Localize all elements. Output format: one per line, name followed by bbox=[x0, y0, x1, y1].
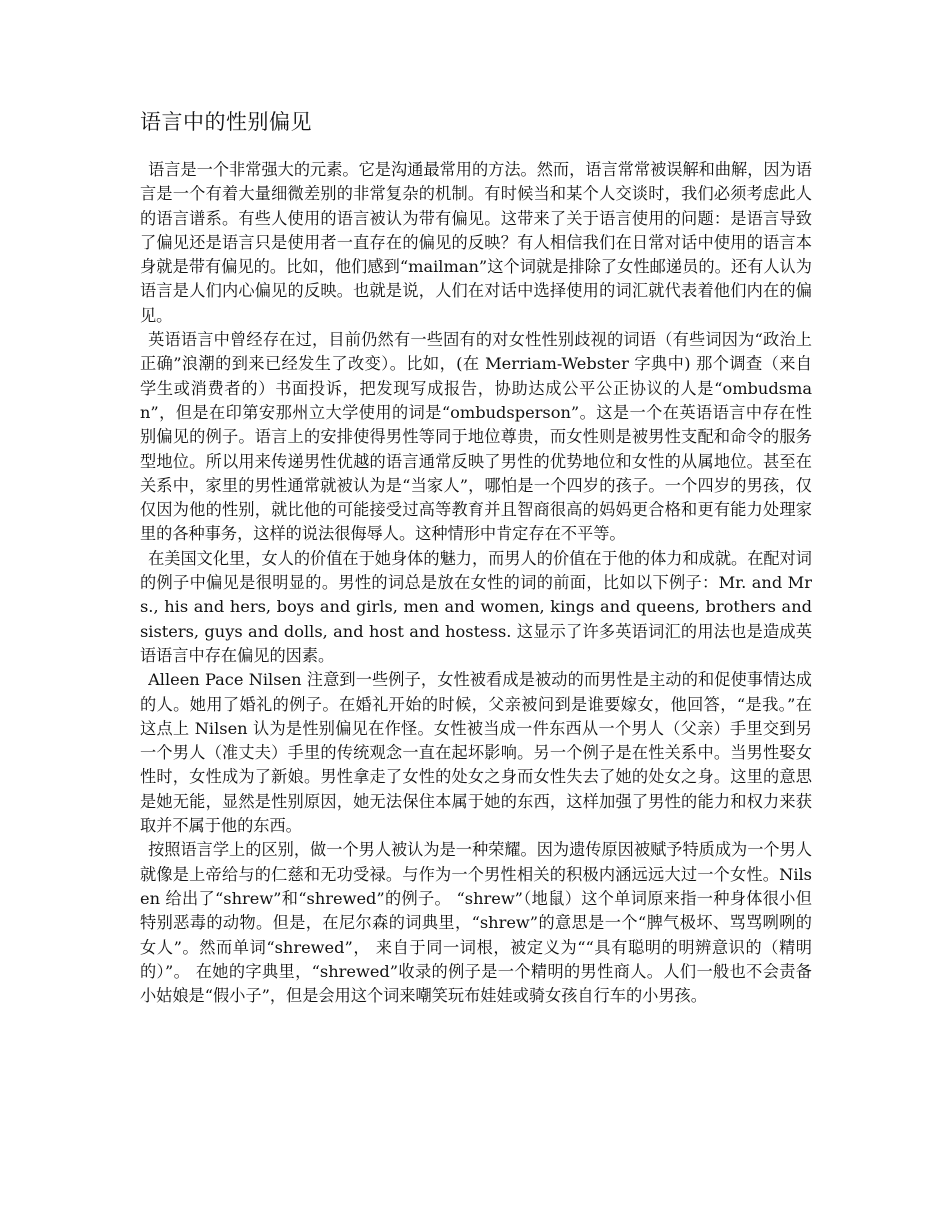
paragraph-1: 语言是一个非常强大的元素。它是沟通最常用的方法。然而，语言常常被误解和曲解，因为语言是一个有着大量细微差别的非常复杂的机制。有时候当和某个人交谈时，我们必须考虑此人的语言谱系。有些人使用的语言被认为带有偏见。这带来了关于语言使用的问题：是语言导致了偏见还是语言只是使用者一直存在的偏见的反映？有人相信我们在日常对话中使用的语言本身就是带有偏见的。比如，他们感到“mailman”这个词就是排除了女性邮递员的。还有人认为语言是人们内心偏见的反映。也就是说，人们在对话中选择使用的词汇就代表着他们内在的偏见。 bbox=[140, 160, 812, 325]
document-page bbox=[140, 108, 812, 1008]
paragraph-4: Alleen Pace Nilsen 注意到一些例子，女性被看成是被动的而男性是主动的和促使事情达成的人。她用了婚礼的例子。在婚礼开始的时候，父亲被问到是谁要嫁女，他回答，“是我。”在这点上 Nilsen 认为是性别偏见在作怪。女性被当成一件东西从一个男人（父亲）手里交到另一个男人（准丈夫）手里的传统观念一直在起坏影响。另一个例子是在性关系中。当男性娶女性时，女性成为了新娘。男性拿走了女性的处女之身而女性失去了她的处女之身。这里的意思是她无能，显然是性别原因，她无法保住本属于她的东西，这样加强了男性的能力和权力来获取并不属于他的东西。 bbox=[140, 670, 812, 836]
paragraph-3: 在美国文化里，女人的价值在于她身体的魅力，而男人的价值在于他的体力和成就。在配对词的例子中偏见是很明显的。男性的词总是放在女性的词的前面，比如以下例子：Mr. and Mrs., his and hers, boys and girls, men and women, kings and queens, brothers and sisters, guys and dolls, and host and hostess. 这显示了许多英语词汇的用法也是造成英语语言中存在偏见的因素。 bbox=[140, 548, 812, 665]
paragraph-5: 按照语言学上的区别，做一个男人被认为是一种荣耀。因为遗传原因被赋予特质成为一个男人就像是上帝给与的仁慈和无功受禄。与作为一个男性相关的积极内涵远远大过一个女性。Nilsen 给出了“shrew”和“shrewed”的例子。 “shrew”（地鼠）这个单词原来指一种身体很小但特别恶毒的动物。但是，在尼尔森的词典里，“shrew”的意思是一个“脾气极坏、骂骂咧咧的女人”。然而单词“shrewed”， 来自于同一词根，被定义为““具有聪明的明辨意识的（精明的）”。 在她的字典里，“shrewed”收录的例子是一个精明的男性商人。人们一般也不会责备小姑娘是“假小子”，但是会用这个词来嘲笑玩布娃娃或骑女孩自行车的小男孩。 bbox=[140, 840, 812, 1006]
paragraph-2: 英语语言中曾经存在过，目前仍然有一些固有的对女性性别歧视的词语（有些词因为“政治上正确”浪潮的到来已经发生了改变）。比如，(在 Merriam-Webster 字典中) 那个调查（来自学生或消费者的）书面投诉，把发现写成报告，协助达成公平公正协议的人是“ombudsman”，但是在印第安那州立大学使用的词是“ombudsperson”。这是一个在英语语言中存在性别偏见的例子。语言上的安排使得男性等同于地位尊贵，而女性则是被男性支配和命令的服务型地位。所以用来传递男性优越的语言通常反映了男性的优势地位和女性的从属地位。甚至在关系中，家里的男性通常就被认为是“当家人”，哪怕是一个四岁的孩子。一个四岁的男孩，仅仅因为他的性别，就比他的可能接受过高等教育并且智商很高的妈妈更合格和更有能力处理家里的各种事务，这样的说法很侮辱人。这种情形中肯定存在不平等。 bbox=[140, 330, 812, 544]
document-title: 语言中的性别偏见 bbox=[140, 110, 312, 134]
